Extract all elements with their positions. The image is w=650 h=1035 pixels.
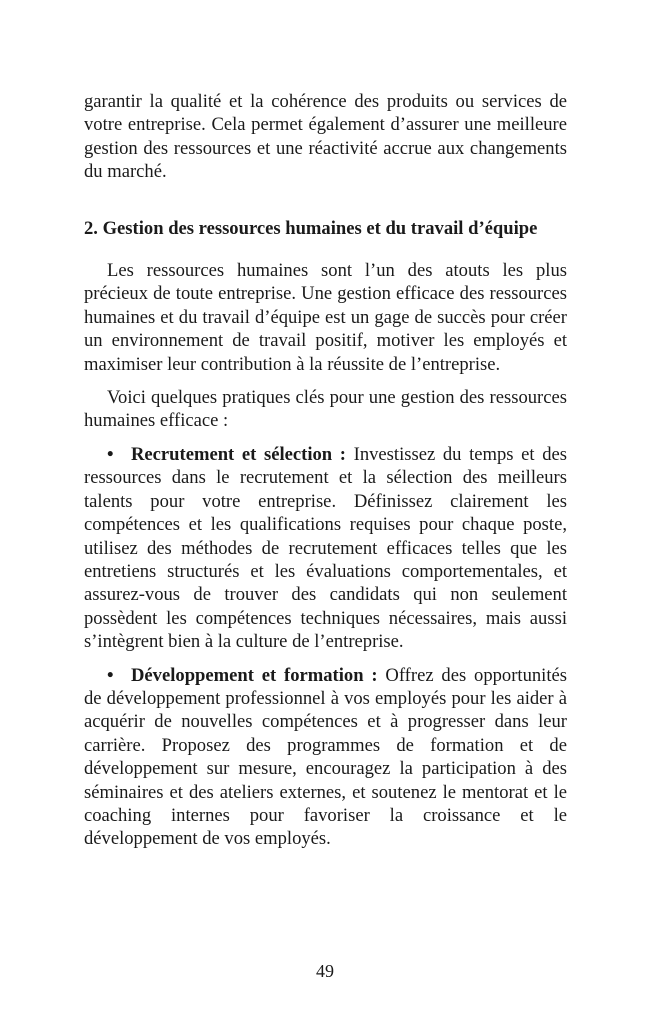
paragraph-human-resources: Les ressources humaines sont l’un des atouts les plus précieux de toute entreprise. Une gestion efficace des ressources humaines et du travail d’équipe est un gage de succès pour créer un environnement de travail positif, motiver les employés et maximiser leur contribution à la réussite de l’entreprise. xyxy=(84,260,567,375)
page-number: 49 xyxy=(316,961,334,981)
bullet-item-development xyxy=(84,664,567,851)
bullet-term: Développement et formation : xyxy=(131,664,378,686)
bullet-text: Investissez du temps et des ressources dans le recrutement et la sélection des meilleurs talents pour votre entreprise. Définissez clairement les compétences et les qualifications requises pour chaque poste, utilisez des méthodes de recrutement efficaces telles que les entretiens structurés et les évaluations comportementales, et assurez-vous de trouver des candidats qui non seulement possèdent les compétences techniques nécessaires, mais aussi s’intègrent bien à la culture de l’entreprise. xyxy=(84,443,568,653)
bullet-marker: • xyxy=(107,443,114,465)
bullet-marker: • xyxy=(107,664,114,686)
bullet-item-recruitment xyxy=(84,443,567,654)
paragraph-key-practices: Voici quelques pratiques clés pour une gestion des ressources humaines efficace : xyxy=(84,387,567,432)
bullet-text: Offrez des opportunités de développement professionnel à vos employés pour les aider à acquérir de nouvelles compétences et à progresser dans leur carrière. Proposez des programmes de formation et de développement sur mesure, encouragez la participation à des séminaires et des ateliers externes, et soutenez le mentorat et le coaching internes pour favoriser la croissance et le développement de vos employés. xyxy=(84,664,567,850)
bullet-term: Recrutement et sélection : xyxy=(131,443,346,465)
page-content xyxy=(84,90,567,861)
section-heading: 2. Gestion des ressources humaines et du travail d’équipe xyxy=(84,217,538,239)
intro-paragraph: garantir la qualité et la cohérence des produits ou services de votre entreprise. Cela permet également d’assurer une meilleure gestion des ressources et une réactivité accrue aux changements du marché. xyxy=(84,91,567,183)
